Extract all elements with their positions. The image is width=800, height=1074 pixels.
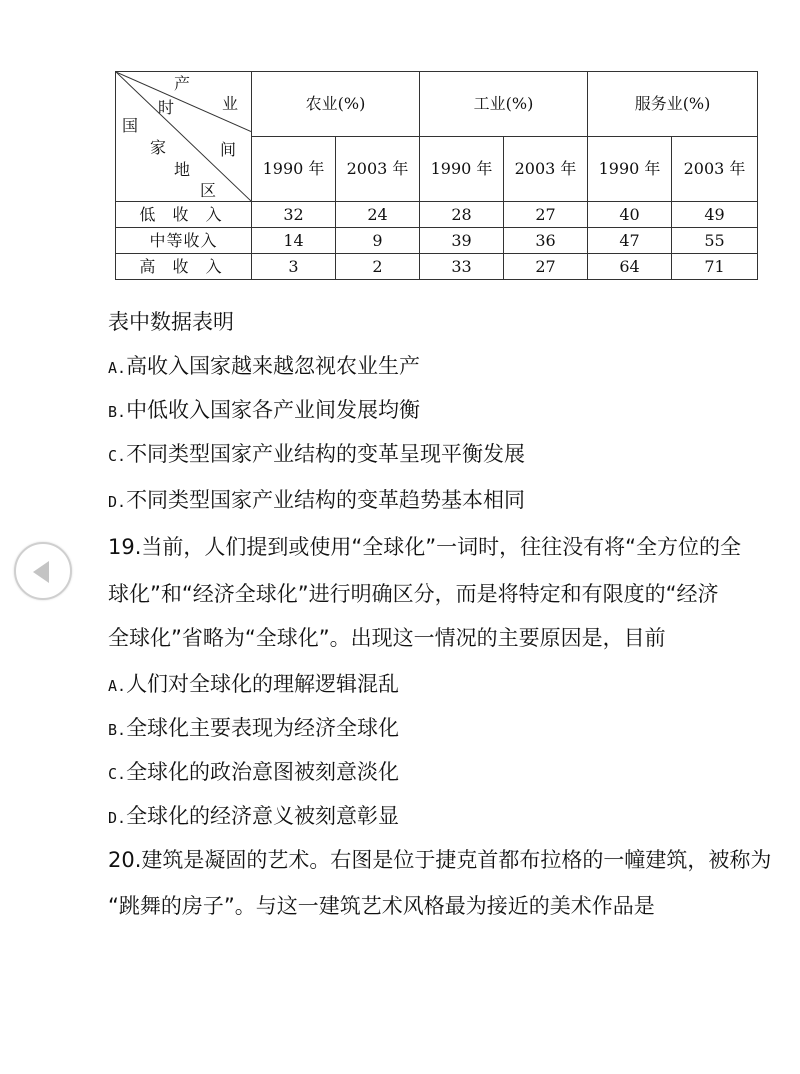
table-cell: 2 bbox=[336, 254, 420, 280]
q19-option-c bbox=[108, 762, 399, 783]
option-text: 高收入国家越来越忽视农业生产 bbox=[126, 354, 421, 378]
q20-stem-line-2: “跳舞的房子”。与这一建筑艺术风格最为接近的美术作品是 bbox=[108, 894, 655, 918]
q18-option-a bbox=[108, 356, 420, 377]
table-cell: 33 bbox=[420, 254, 504, 280]
option-letter: D. bbox=[108, 493, 127, 511]
corner-label-region-3: 地 bbox=[174, 160, 191, 179]
row-label-high-income: 高 收 入 bbox=[116, 254, 252, 280]
option-text: 全球化的政治意图被刻意淡化 bbox=[126, 760, 400, 784]
option-letter: B. bbox=[108, 721, 127, 739]
year-header: 1990 年 bbox=[420, 137, 504, 202]
table-cell: 39 bbox=[420, 228, 504, 254]
q19-stem-line-1: 19.当前，人们提到或使用“全球化”一词时，往往没有将“全方位的全 bbox=[108, 535, 742, 559]
q19-stem-line-2: 球化”和“经济全球化”进行明确区分，而是将特定和有限度的“经济 bbox=[108, 582, 719, 606]
option-letter: A. bbox=[108, 359, 127, 377]
option-letter: C. bbox=[108, 447, 127, 465]
table-cell: 36 bbox=[504, 228, 588, 254]
q20-stem-line-1: 20.建筑是凝固的艺术。右图是位于捷克首都布拉格的一幢建筑，被称为 bbox=[108, 848, 772, 872]
table-cell: 27 bbox=[504, 254, 588, 280]
q19-option-a bbox=[108, 674, 399, 695]
option-letter: D. bbox=[108, 809, 127, 827]
q19-option-b bbox=[108, 718, 399, 739]
year-header: 1990 年 bbox=[252, 137, 336, 202]
table-cell: 3 bbox=[252, 254, 336, 280]
year-header: 2003 年 bbox=[336, 137, 420, 202]
option-text: 全球化的经济意义被刻意彰显 bbox=[126, 804, 400, 828]
sector-header-industry: 工业(%) bbox=[420, 72, 588, 137]
corner-label-region-1: 国 bbox=[122, 116, 139, 135]
q18-option-d bbox=[108, 490, 525, 511]
option-letter: B. bbox=[108, 403, 127, 421]
option-text: 全球化主要表现为经济全球化 bbox=[126, 716, 400, 740]
table-cell: 27 bbox=[504, 202, 588, 228]
income-sector-table bbox=[115, 71, 758, 280]
table-cell: 71 bbox=[672, 254, 758, 280]
q18-option-c bbox=[108, 444, 525, 465]
row-label-middle-income: 中等收入 bbox=[116, 228, 252, 254]
corner-label-time-1: 时 bbox=[158, 98, 175, 117]
table-cell: 14 bbox=[252, 228, 336, 254]
sector-header-services: 服务业(%) bbox=[588, 72, 758, 137]
table-cell: 64 bbox=[588, 254, 672, 280]
option-text: 不同类型国家产业结构的变革呈现平衡发展 bbox=[126, 442, 526, 466]
table-cell: 49 bbox=[672, 202, 758, 228]
option-text: 不同类型国家产业结构的变革趋势基本相同 bbox=[126, 488, 526, 512]
table-cell: 24 bbox=[336, 202, 420, 228]
table-cell: 9 bbox=[336, 228, 420, 254]
q19-option-d bbox=[108, 806, 399, 827]
table-row bbox=[116, 228, 758, 254]
table-cell: 40 bbox=[588, 202, 672, 228]
q19-stem-line-3: 全球化”省略为“全球化”。出现这一情况的主要原因是，目前 bbox=[108, 626, 666, 650]
sector-header-agriculture: 农业(%) bbox=[252, 72, 420, 137]
corner-label-time-2: 间 bbox=[220, 140, 237, 159]
table-cell: 32 bbox=[252, 202, 336, 228]
q18-option-b bbox=[108, 400, 420, 421]
year-header: 2003 年 bbox=[504, 137, 588, 202]
corner-label-sector-1: 产 bbox=[174, 74, 191, 93]
corner-label-region-4: 区 bbox=[200, 181, 217, 200]
option-text: 中低收入国家各产业间发展均衡 bbox=[126, 398, 421, 422]
table-header-row bbox=[116, 72, 758, 137]
corner-label-region-2: 家 bbox=[150, 138, 167, 157]
table-cell: 55 bbox=[672, 228, 758, 254]
year-header: 1990 年 bbox=[588, 137, 672, 202]
row-label-low-income: 低 收 入 bbox=[116, 202, 252, 228]
previous-page-button[interactable] bbox=[14, 542, 72, 600]
option-letter: C. bbox=[108, 765, 127, 783]
table-corner-cell bbox=[116, 72, 252, 202]
table-cell: 47 bbox=[588, 228, 672, 254]
income-sector-table-wrap bbox=[115, 71, 757, 280]
table-row bbox=[116, 202, 758, 228]
table-row bbox=[116, 254, 758, 280]
option-letter: A. bbox=[108, 677, 127, 695]
q18-stem: 表中数据表明 bbox=[108, 310, 234, 334]
corner-label-sector-2: 业 bbox=[222, 94, 239, 113]
year-header: 2003 年 bbox=[672, 137, 758, 202]
table-cell: 28 bbox=[420, 202, 504, 228]
option-text: 人们对全球化的理解逻辑混乱 bbox=[126, 672, 400, 696]
